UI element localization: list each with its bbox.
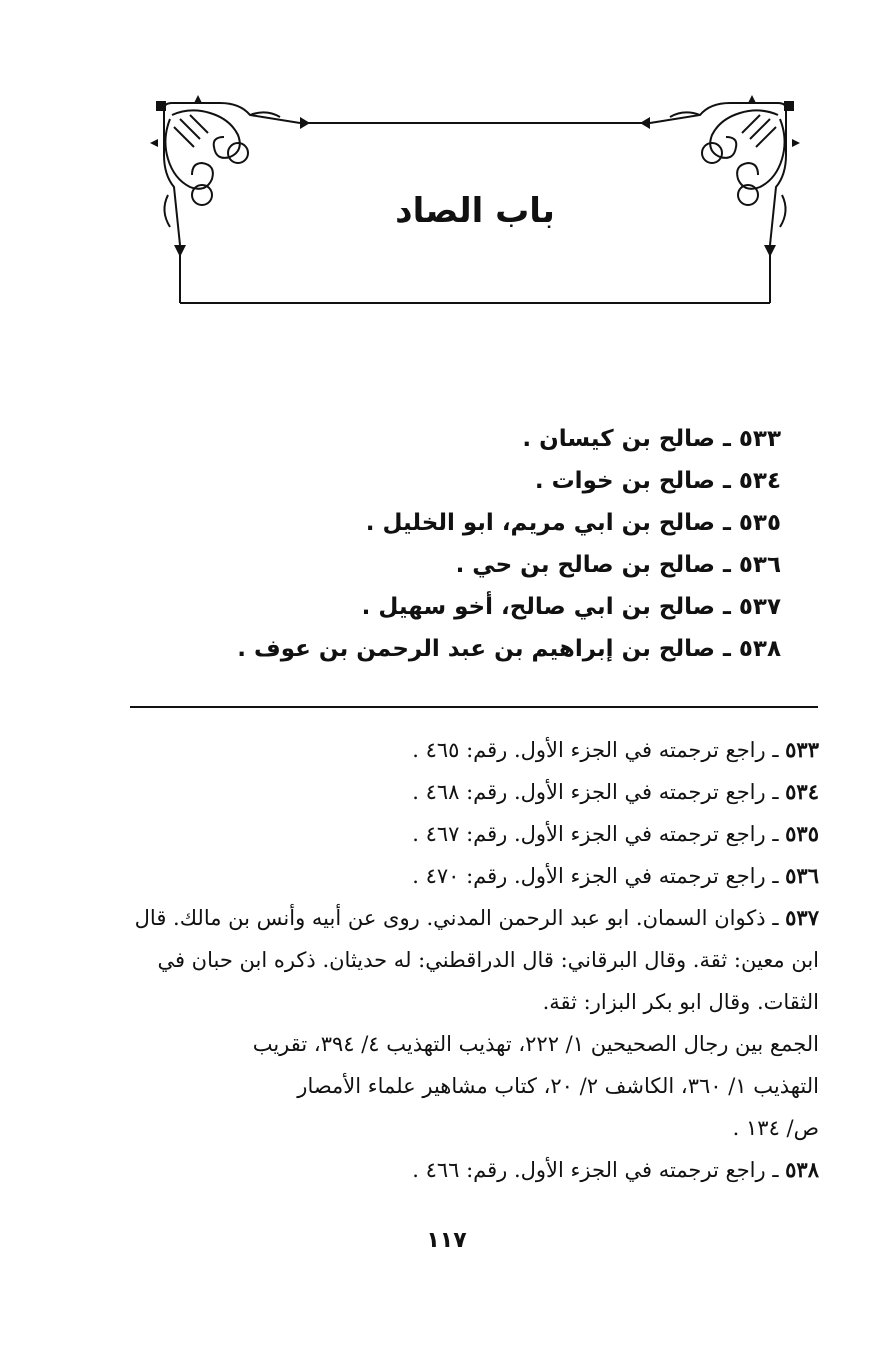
footnote-line: الجمع بين رجال الصحيحين ١/ ٢٢٢، تهذيب التهذيب ٤/ ٣٩٤، تقريب (252, 1032, 819, 1056)
chapter-title: باب الصاد (395, 191, 555, 231)
footnote-line (119, 897, 819, 939)
footnote-text: ـ ذكوان السمان. ابو عبد الرحمن المدني. روى عن أبيه وأنس بن مالك. قال (134, 906, 786, 930)
footnote-number: ٥٣٦ (785, 863, 819, 888)
footnote-line: ابن معين: ثقة. وقال البرقاني: قال الدراقطني: له حديثان. ذكره ابن حبان في (157, 948, 819, 972)
footnote-534 (119, 771, 819, 813)
footnote-text: ـ راجع ترجمته في الجزء الأول. رقم: ٤٦٧ . (412, 822, 786, 846)
footnotes (119, 729, 819, 1191)
footnote-separator (130, 706, 818, 708)
entry-534: ٥٣٤ ـ صالح بن خوات . (534, 468, 781, 494)
chapter-heading-frame (150, 95, 800, 310)
footnote-text: ـ راجع ترجمته في الجزء الأول. رقم: ٤٧٠ . (412, 864, 786, 888)
footnote-535 (119, 813, 819, 855)
footnote-text: ـ راجع ترجمته في الجزء الأول. رقم: ٤٦٨ . (412, 780, 786, 804)
entry-538: ٥٣٨ ـ صالح بن إبراهيم بن عبد الرحمن بن عوف . (237, 636, 781, 662)
entry-list (161, 418, 781, 670)
entry-537: ٥٣٧ ـ صالح بن ابي صالح، أخو سهيل . (361, 594, 781, 620)
entry-536: ٥٣٦ ـ صالح بن صالح بن حي . (455, 552, 781, 578)
entry-533: ٥٣٣ ـ صالح بن كيسان . (522, 426, 781, 452)
footnote-number: ٥٣٧ (785, 905, 819, 930)
footnote-line: الثقات. وقال ابو بكر البزار: ثقة. (542, 990, 819, 1014)
footnote-537 (119, 897, 819, 1149)
footnote-line: التهذيب ١/ ٣٦٠، الكاشف ٢/ ٢٠، كتاب مشاهير علماء الأمصار (297, 1074, 819, 1098)
page-number: ١١٧ (426, 1228, 467, 1253)
footnote-text: ـ راجع ترجمته في الجزء الأول. رقم: ٤٦٥ . (412, 738, 786, 762)
right-corner-ornament (640, 95, 800, 257)
footnote-538 (119, 1149, 819, 1191)
footnote-number: ٥٣٥ (785, 821, 819, 846)
footnote-line: ص/ ١٣٤ . (732, 1116, 819, 1140)
footnote-536 (119, 855, 819, 897)
footnote-number: ٥٣٨ (785, 1157, 819, 1182)
footnote-number: ٥٣٣ (785, 737, 819, 762)
footnote-533 (119, 729, 819, 771)
entry-535: ٥٣٥ ـ صالح بن ابي مريم، ابو الخليل . (365, 510, 781, 536)
footnote-number: ٥٣٤ (785, 779, 819, 804)
footnote-text: ـ راجع ترجمته في الجزء الأول. رقم: ٤٦٦ . (412, 1158, 786, 1182)
